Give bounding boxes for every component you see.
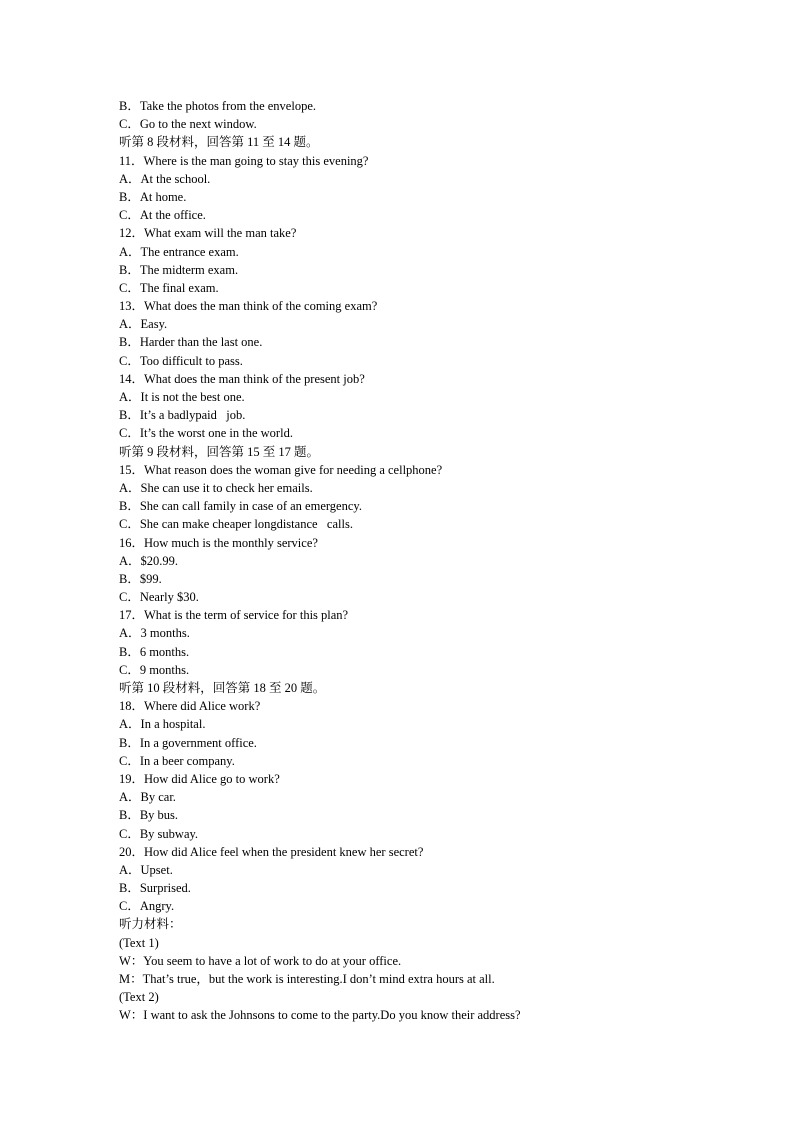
text-line: C．The final exam.	[119, 280, 219, 295]
text-line: B．At home.	[119, 189, 187, 204]
text-line: A．Upset.	[119, 862, 173, 877]
text-line: C．Nearly $30.	[119, 590, 199, 605]
text-line: A．3 months.	[119, 626, 190, 641]
text-line: C．By subway.	[119, 826, 199, 841]
text-line: M：That’s true，but the work is interesting.I don’t mind extra hours at all.	[119, 972, 495, 986]
text-line: 听第 9 段材料，回答第 15 至 17 题。	[119, 444, 320, 459]
text-line: B．$99.	[119, 571, 162, 586]
text-line: A．In a hospital.	[119, 717, 206, 732]
text-line: B．By bus.	[119, 808, 179, 823]
text-line: A．By car.	[119, 790, 176, 805]
text-line: 13．What does the man think of the coming exam?	[119, 299, 378, 314]
text-line: B．Harder than the last one.	[119, 335, 263, 350]
text-line: 听力材料：	[119, 917, 182, 932]
text-line: B．Surprised.	[119, 881, 191, 896]
text-line: 听第 8 段材料，回答第 11 至 14 题。	[119, 135, 319, 150]
text-line: B．6 months.	[119, 644, 190, 659]
text-line: 12．What exam will the man take?	[119, 226, 297, 241]
text-line: A．Easy.	[119, 317, 168, 332]
text-line: 15．What reason does the woman give for needing a cellphone?	[119, 462, 443, 477]
text-line: B．Take the photos from the envelope.	[119, 99, 316, 113]
text-line: B．The midterm exam.	[119, 262, 239, 277]
text-line: (Text 2)	[119, 990, 159, 1005]
text-line: 18．Where did Alice work?	[119, 699, 261, 714]
text-line: W：I want to ask the Johnsons to come to the party.Do you know their address?	[119, 1008, 521, 1023]
text-line: A．$20.99.	[119, 553, 179, 568]
text-line: C．In a beer company.	[119, 753, 235, 768]
text-line: B．It’s a badlypaid job.	[119, 408, 246, 423]
text-line: B．In a government office.	[119, 735, 257, 750]
text-line: 17．What is the term of service for this plan?	[119, 608, 349, 623]
text-line: C．Go to the next window.	[119, 117, 257, 132]
text-line: C．Angry.	[119, 899, 175, 914]
text-line: C．She can make cheaper longdistance calls.	[119, 517, 353, 532]
text-line: C．It’s the worst one in the world.	[119, 426, 293, 441]
document-body	[119, 97, 769, 1025]
text-line: A．The entrance exam.	[119, 244, 239, 259]
text-line: A．At the school.	[119, 171, 211, 186]
text-line: A．She can use it to check her emails.	[119, 480, 313, 495]
text-line: C．Too difficult to pass.	[119, 353, 243, 368]
text-line: 14．What does the man think of the present job?	[119, 371, 365, 386]
text-line: (Text 1)	[119, 935, 159, 950]
text-line: A．It is not the best one.	[119, 390, 245, 404]
text-line: 听第 10 段材料，回答第 18 至 20 题。	[119, 681, 326, 695]
text-line: W：You seem to have a lot of work to do at your office.	[119, 953, 402, 968]
text-line: 19．How did Alice go to work?	[119, 771, 280, 786]
text-line: 16．How much is the monthly service?	[119, 535, 318, 550]
text-line: B．She can call family in case of an emergency.	[119, 499, 362, 514]
text-line: C．9 months.	[119, 662, 190, 677]
text-line: 20．How did Alice feel when the president knew her secret?	[119, 844, 424, 859]
text-line: 11．Where is the man going to stay this evening?	[119, 153, 369, 168]
text-line: C．At the office.	[119, 208, 206, 223]
